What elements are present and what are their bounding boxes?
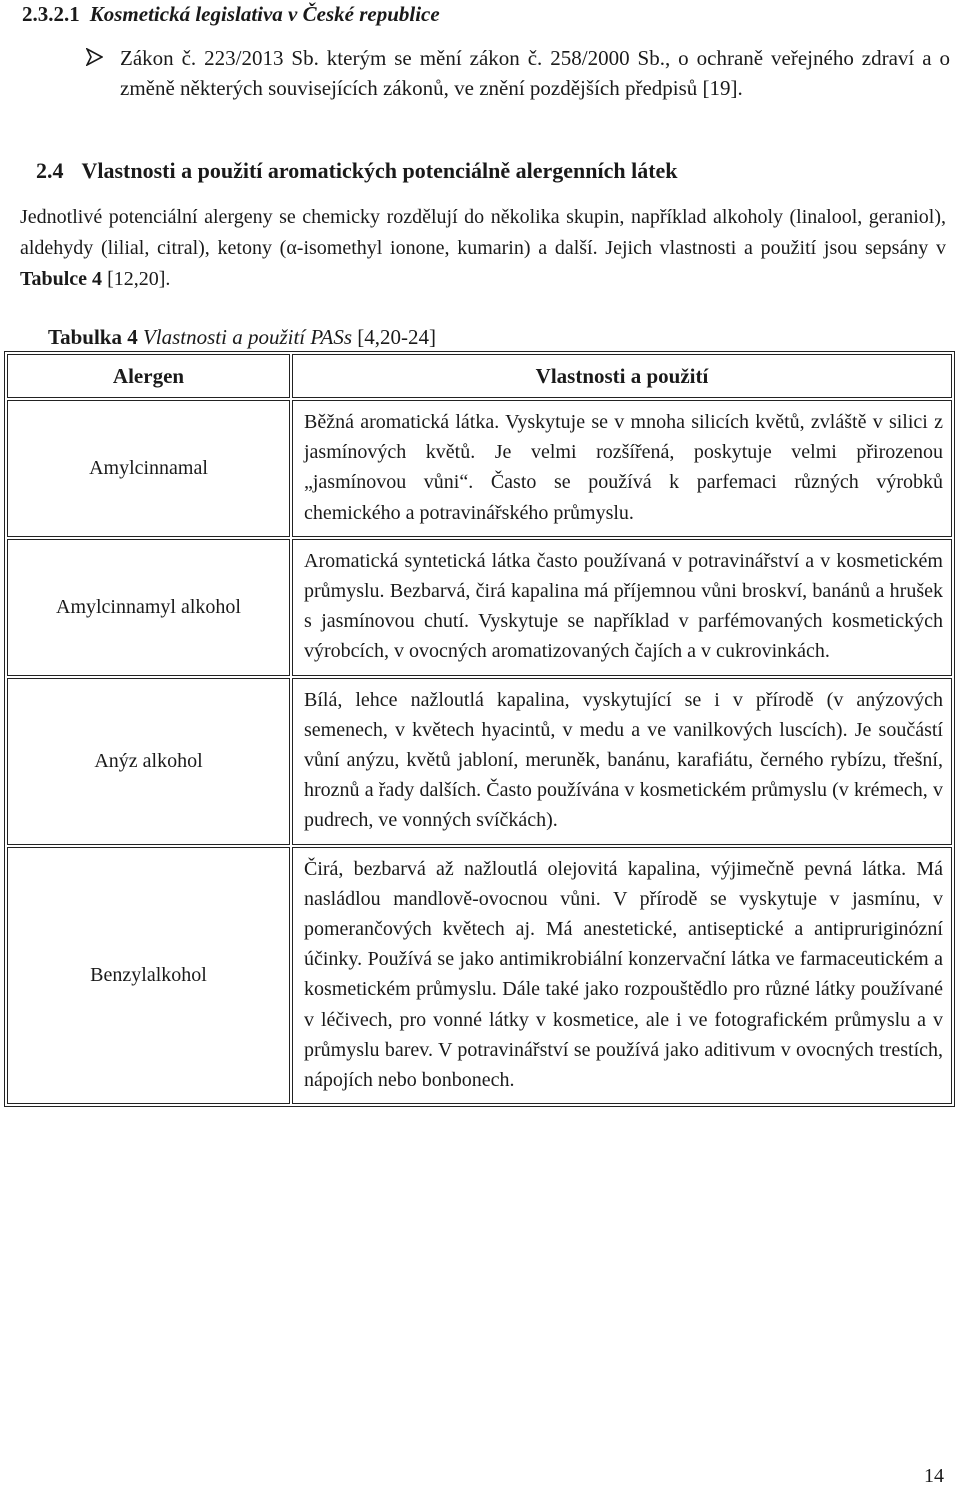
allergen-description: Běžná aromatická látka. Vyskytuje se v mnoha silicích květů, zvláště v silici z jasmínových květů. Je velmi rozšířená, poskytuje velmi přirozenou „jasmínovou vůni“. Často se používá k parfemaci různých výrobků chemického a potravinářského průmyslu.: [292, 400, 952, 537]
allergen-description: Aromatická syntetická látka často používaná v potravinářství a v kosmetickém průmyslu. Bezbarvá, čirá kapalina má příjemnou vůni broskví, banánů a hrušek s jasmínovou chutí. Vyskytuje se například v parfémovaných kosmetických výrobcích, v ovocných aromatizovaných čajích a v cukrovinkách.: [292, 539, 952, 676]
caption-title: Vlastnosti a použití PASs: [142, 325, 353, 349]
header-allergen: Alergen: [7, 354, 290, 398]
table-caption: [48, 325, 436, 350]
allergen-name: Benzylalkohol: [7, 847, 290, 1105]
table-header-row: [7, 354, 952, 398]
section-title: Kosmetická legislativa v České republice: [89, 2, 440, 26]
caption-references: [4,20-24]: [352, 325, 436, 349]
paragraph-table-reference: Tabulce 4: [20, 268, 103, 290]
arrow-bullet-icon: [86, 43, 103, 76]
table-row: [7, 678, 952, 845]
allergen-name: Amylcinnamyl alkohol: [7, 539, 290, 676]
table-row: [7, 847, 952, 1105]
section-number: 2.3.2.1: [22, 2, 80, 26]
table-row: [7, 539, 952, 676]
allergen-name: Amylcinnamal: [7, 400, 290, 537]
subsection-heading: [36, 158, 678, 184]
allergen-description: Čirá, bezbarvá až nažloutlá olejovitá kapalina, výjimečně pevná látka. Má nasládlou mandlově-ovocnou vůni. V přírodě se vyskytuje v jasmínu, v pomerančových květech aj. Má anestetické, antiseptické a antipruriginózní účinky. Používá se jako antimikrobiální konzervační látka ve farmaceutickém a kosmetickém průmyslu. Dále také jako rozpouštědlo pro různé látky používané v léčivech, pro vonné látky v kosmetice, ale i ve fotografickém průmyslu a v průmyslu barev. V potravinářství se používá jako aditivum v ovocných trestích, nápojích nebo bonbonech.: [292, 847, 952, 1105]
subsection-title: Vlastnosti a použití aromatických potenciálně alergenních látek: [81, 158, 678, 183]
bullet-text: Zákon č. 223/2013 Sb. kterým se mění zákon č. 258/2000 Sb., o ochraně veřejného zdraví a o změně některých souvisejících zákonů, ve znění pozdějších předpisů [19].: [120, 46, 950, 100]
properties-table: [4, 351, 955, 1107]
subsection-number: 2.4: [36, 158, 64, 183]
paragraph-text-before: Jednotlivé potenciální alergeny se chemicky rozdělují do několika skupin, například alkoholy (linalool, geraniol), aldehydy (lilial, citral), ketony (α-isomethyl ionone, kumarin) a další. Jejich vlastnosti a použití jsou sepsány v: [20, 206, 946, 259]
table-row: [7, 400, 952, 537]
body-paragraph: [20, 202, 946, 295]
allergen-name: Anýz alkohol: [7, 678, 290, 845]
bullet-item: [88, 43, 950, 103]
header-properties: Vlastnosti a použití: [292, 354, 952, 398]
page-number: 14: [924, 1465, 944, 1487]
section-heading: [22, 2, 440, 27]
allergen-description: Bílá, lehce nažloutlá kapalina, vyskytující se i v přírodě (v anýzových semenech, v květech hyacintů, v medu a ve vanilkových luscích). Je součástí vůní anýzu, květů jabloní, meruněk, banánu, karafiátu, černého rybízu, třešní, hroznů a řady dalších. Často používána v kosmetickém průmyslu (v krémech, v pudrech, ve vonných svíčkách).: [292, 678, 952, 845]
paragraph-text-after: [12,20].: [102, 268, 171, 290]
caption-label: Tabulka 4: [48, 325, 138, 349]
